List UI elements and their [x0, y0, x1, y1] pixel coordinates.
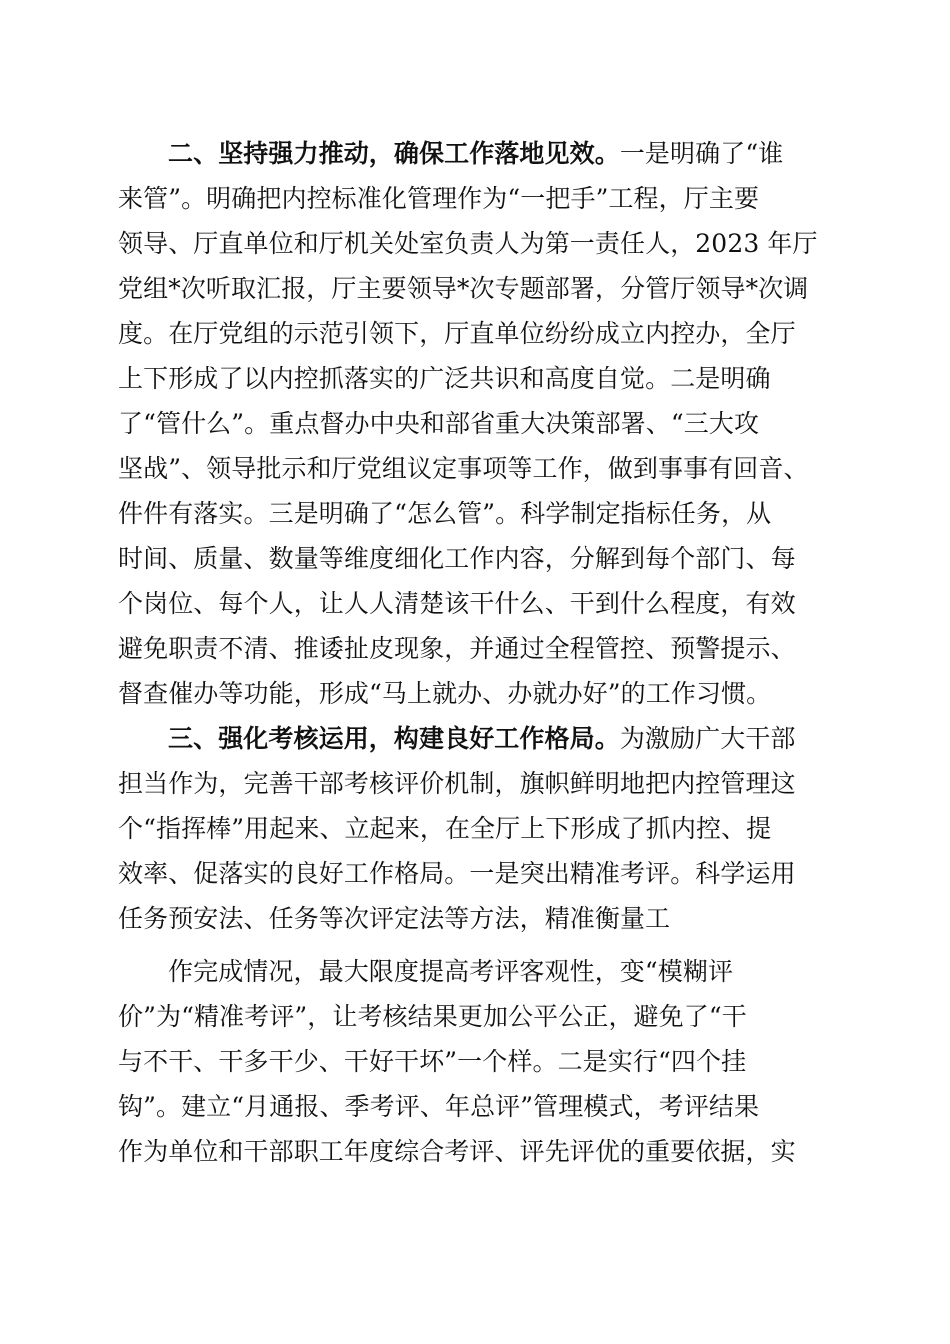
- paragraph-text: 一是明确了“谁: [619, 139, 784, 168]
- paragraph-line: 效率、促落实的良好工作格局。一是突出精准考评。科学运用: [118, 859, 796, 888]
- section-heading: 二、坚持强力推动，确保工作落地见效。: [168, 139, 620, 168]
- paragraph-line: 与不干、干多干少、干好干坏”一个样。二是实行“四个挂: [118, 1047, 747, 1076]
- paragraph-text: 为激励广大干部: [619, 724, 796, 753]
- paragraph-line: 领导、厅直单位和厅机关处室负责人为第一责任人，2023 年厅: [118, 229, 818, 258]
- paragraph-line: 价”为“精准考评”，让考核结果更加公平公正，避免了“干: [118, 1002, 747, 1031]
- paragraph-line: 任务预安法、任务等次评定法等方法，精准衡量工: [118, 904, 671, 933]
- paragraph-line: 了“管什么”。重点督办中央和部省重大决策部署、“三大攻: [118, 409, 760, 438]
- paragraph-line: 上下形成了以内控抓落实的广泛共识和高度自觉。二是明确: [118, 364, 771, 393]
- paragraph-line: 担当作为，完善干部考核评价机制，旗帜鲜明地把内控管理这: [118, 769, 796, 798]
- section-heading: 三、强化考核运用，构建良好工作格局。: [168, 724, 620, 753]
- paragraph-line: 党组*次听取汇报，厅主要领导*次专题部署，分管厅领导*次调: [118, 274, 809, 303]
- paragraph-line: 来管”。明确把内控标准化管理作为“一把手”工程，厅主要: [118, 184, 760, 213]
- paragraph-line: 个“指挥棒”用起来、立起来，在全厅上下形成了抓内控、提: [118, 814, 772, 843]
- paragraph-line: 度。在厅党组的示范引领下，厅直单位纷纷成立内控办，全厅: [118, 319, 796, 348]
- paragraph-line: 时间、质量、数量等维度细化工作内容，分解到每个部门、每: [118, 544, 796, 573]
- paragraph-line: 个岗位、每个人，让人人清楚该干什么、干到什么程度，有效: [118, 589, 796, 618]
- paragraph-line: 督查催办等功能，形成“马上就办、办就办好”的工作习惯。: [118, 679, 772, 708]
- paragraph-line: [168, 134, 783, 174]
- paragraph-line: 作完成情况，最大限度提高考评客观性，变“模糊评: [168, 957, 734, 986]
- paragraph-line: 作为单位和干部职工年度综合考评、评先评优的重要依据，实: [118, 1137, 796, 1166]
- paragraph-line: [168, 719, 796, 759]
- paragraph-line: 件件有落实。三是明确了“怎么管”。科学制定指标任务，从: [118, 499, 772, 528]
- paragraph-line: 钩”。建立“月通报、季考评、年总评”管理模式，考评结果: [118, 1092, 760, 1121]
- paragraph-line: 避免职责不清、推诿扯皮现象，并通过全程管控、预警提示、: [118, 634, 796, 663]
- paragraph-line: 坚战”、领导批示和厅党组议定事项等工作，做到事事有回音、: [118, 454, 809, 483]
